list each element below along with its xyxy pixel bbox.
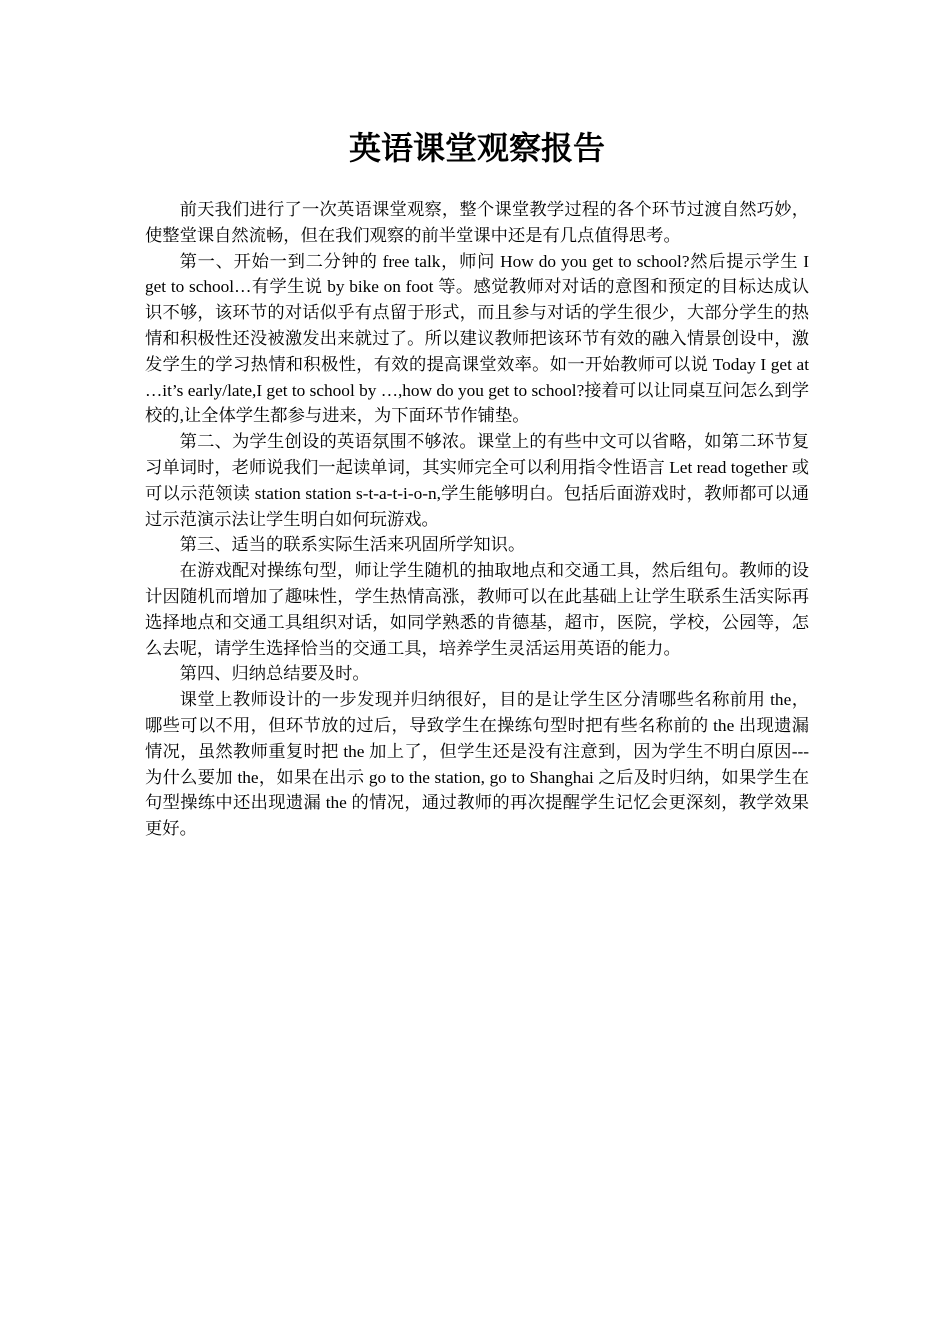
document-title: 英语课堂观察报告: [348, 129, 605, 167]
paragraph-point-four-heading: 第四、归纳总结要及时。: [179, 664, 370, 684]
paragraph-point-four-body: 课堂上教师设计的一步发现并归纳很好，目的是让学生区分清哪些名称前用 the，哪些可以不用，但环节放的过后，导致学生在操练句型时把有些名称前的 the 出现遗漏情况，虽然教师重复时把 the 加上了，但学生还是没有注意到，因为学生不明白原因---为什么要加 the，如果在出示 go to the station, go to Shanghai 之后及时归纳，如果学生在句型操练中还出现遗漏 the 的情况，通过教师的再次提醒学生记忆会更深刻，教学效果更好。: [145, 690, 809, 839]
paragraph-point-three-body: 在游戏配对操练句型，师让学生随机的抽取地点和交通工具，然后组句。教师的设计因随机而增加了趣味性，学生热情高涨，教师可以在此基础上让学生联系生活实际再选择地点和交通工具组织对话，如同学熟悉的肯德基，超市，医院，学校，公园等，怎么去呢，请学生选择恰当的交通工具，培养学生灵活运用英语的能力。: [145, 561, 809, 658]
paragraph-point-two: 第二、为学生创设的英语氛围不够浓。课堂上的有些中文可以省略，如第二环节复习单词时，老师说我们一起读单词，其实师完全可以利用指令性语言 Let read together 或可以示范领读 station station s-t-a-t-i-o-n,学生能够明白。包括后面游戏时，教师都可以通过示范演示法让学生明白如何玩游戏。: [145, 432, 809, 529]
paragraph-intro: 前天我们进行了一次英语课堂观察，整个课堂教学过程的各个环节过渡自然巧妙，使整堂课自然流畅，但在我们观察的前半堂课中还是有几点值得思考。: [145, 200, 809, 245]
paragraph-point-three-heading: 第三、适当的联系实际生活来巩固所学知识。: [179, 535, 526, 555]
document-body: [145, 197, 809, 842]
paragraph-point-one: 第一、开始一到二分钟的 free talk，师问 How do you get to school?然后提示学生 I get to school…有学生说 by bike on foot 等。感觉教师对对话的意图和预定的目标达成认识不够，该环节的对话似乎有点留于形式，而且参与对话的学生很少，大部分学生的热情和积极性还没被激发出来就过了。所以建议教师把该环节有效的融入情景创设中，激发学生的学习热情和积极性，有效的提高课堂效率。如一开始教师可以说 Today I get at …it’s early/late,I get to school by …,how do you get to school?接着可以让同桌互问怎么到学校的,让全体学生都参与进来，为下面环节作铺垫。: [145, 251, 809, 426]
